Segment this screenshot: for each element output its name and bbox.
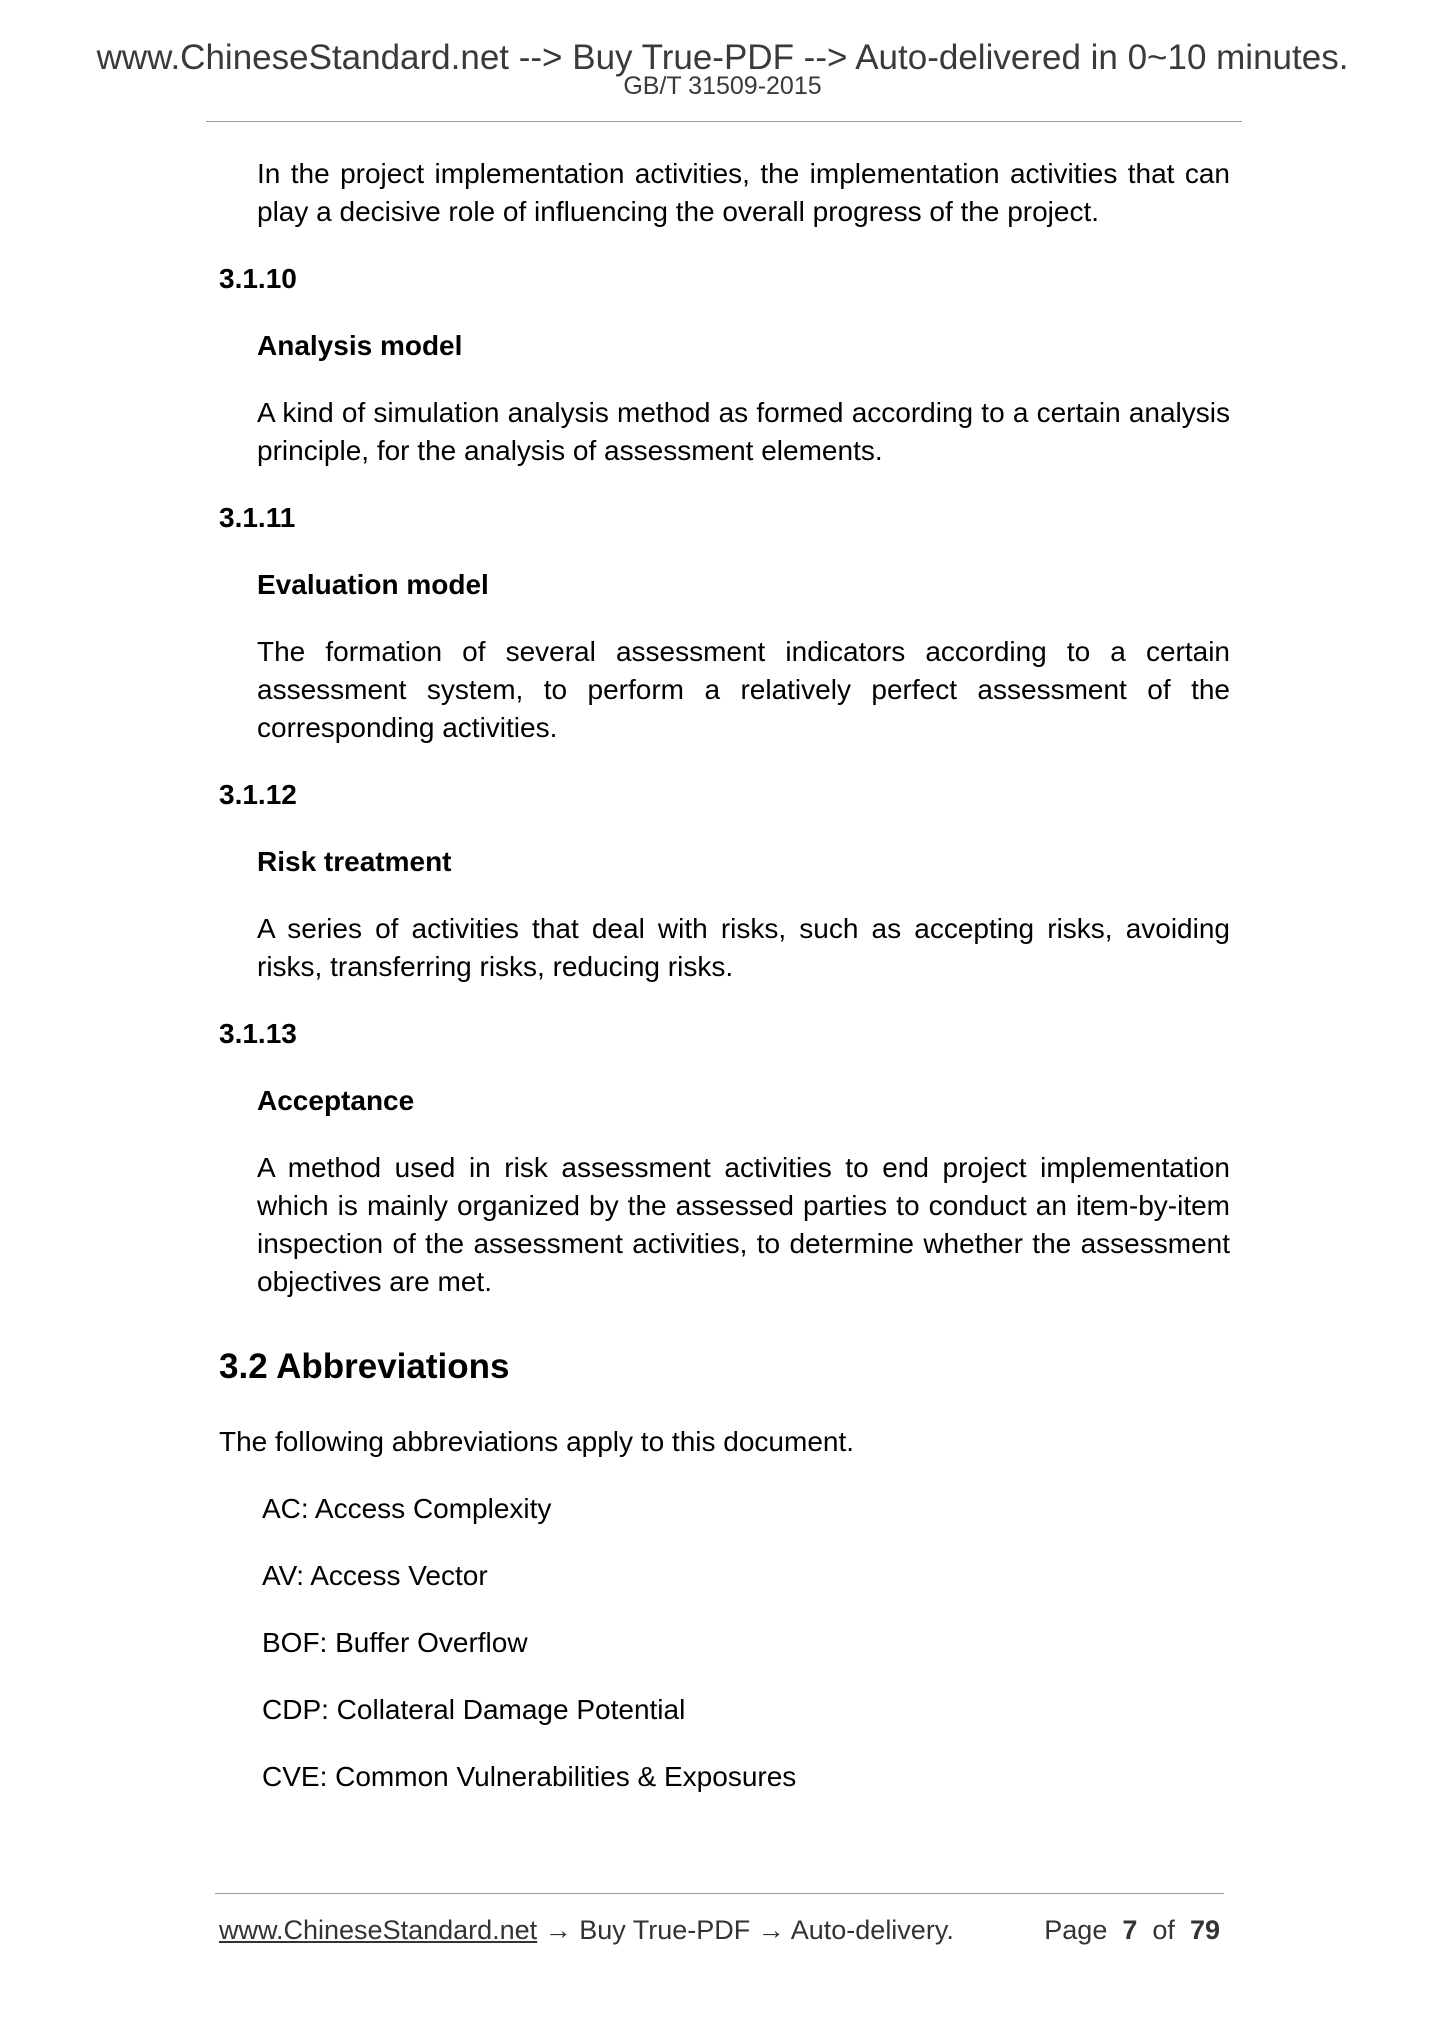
document-body <box>219 155 1230 1796</box>
page-indicator <box>1044 1913 1220 1947</box>
footer-tagline: → Buy True-PDF → Auto-delivery. <box>537 1915 954 1945</box>
of-label: of <box>1152 1915 1175 1945</box>
term-name: Analysis model <box>257 330 463 361</box>
term-number: 3.1.10 <box>219 263 297 294</box>
term-definition: A kind of simulation analysis method as formed according to a certain analysis principle, for the analysis of assessment elements. <box>257 397 1230 466</box>
term-name: Risk treatment <box>257 846 452 877</box>
footer-promo <box>219 1913 954 1947</box>
footer-site-link[interactable]: www.ChineseStandard.net <box>219 1915 538 1945</box>
page-label: Page <box>1044 1915 1108 1945</box>
abbreviation-item: AC: Access Complexity <box>262 1493 552 1524</box>
term-number: 3.1.13 <box>219 1018 297 1049</box>
term-definition: A series of activities that deal with risks, such as accepting risks, avoiding risks, transferring risks, reducing risks. <box>257 913 1230 982</box>
page-footer <box>219 1913 1224 1947</box>
term-name: Acceptance <box>257 1085 415 1116</box>
abbreviation-item: AV: Access Vector <box>262 1560 488 1591</box>
term-definition: A method used in risk assessment activities to end project implementation which is mainly organized by the assessed parties to conduct an item-by-item inspection of the assessment activities, to determine whether the assessment objectives are met. <box>257 1152 1230 1297</box>
page-number: 7 <box>1122 1915 1138 1945</box>
abbreviations-intro: The following abbreviations apply to this document. <box>219 1426 855 1457</box>
term-definition: The formation of several assessment indicators according to a certain assessment system, to perform a relatively perfect assessment of the corresponding activities. <box>257 636 1230 743</box>
total-pages: 79 <box>1189 1915 1220 1945</box>
site-banner: www.ChineseStandard.net --> Buy True-PDF --> Auto-delivered in 0~10 minutes. <box>96 38 1349 77</box>
term-number: 3.1.11 <box>219 502 296 533</box>
section-heading: 3.2 Abbreviations <box>219 1347 510 1386</box>
abbreviation-item: CVE: Common Vulnerabilities & Exposures <box>262 1761 797 1792</box>
standard-code: GB/T 31509-2015 <box>623 72 822 100</box>
header-divider <box>206 121 1242 122</box>
term-name: Evaluation model <box>257 569 489 600</box>
term-number: 3.1.12 <box>219 779 297 810</box>
abbreviation-item: BOF: Buffer Overflow <box>262 1627 528 1658</box>
abbreviation-item: CDP: Collateral Damage Potential <box>262 1694 686 1725</box>
intro-paragraph: In the project implementation activities, the implementation activities that can play a decisive role of influencing the overall progress of the project. <box>257 158 1230 227</box>
footer-divider <box>215 1893 1224 1894</box>
